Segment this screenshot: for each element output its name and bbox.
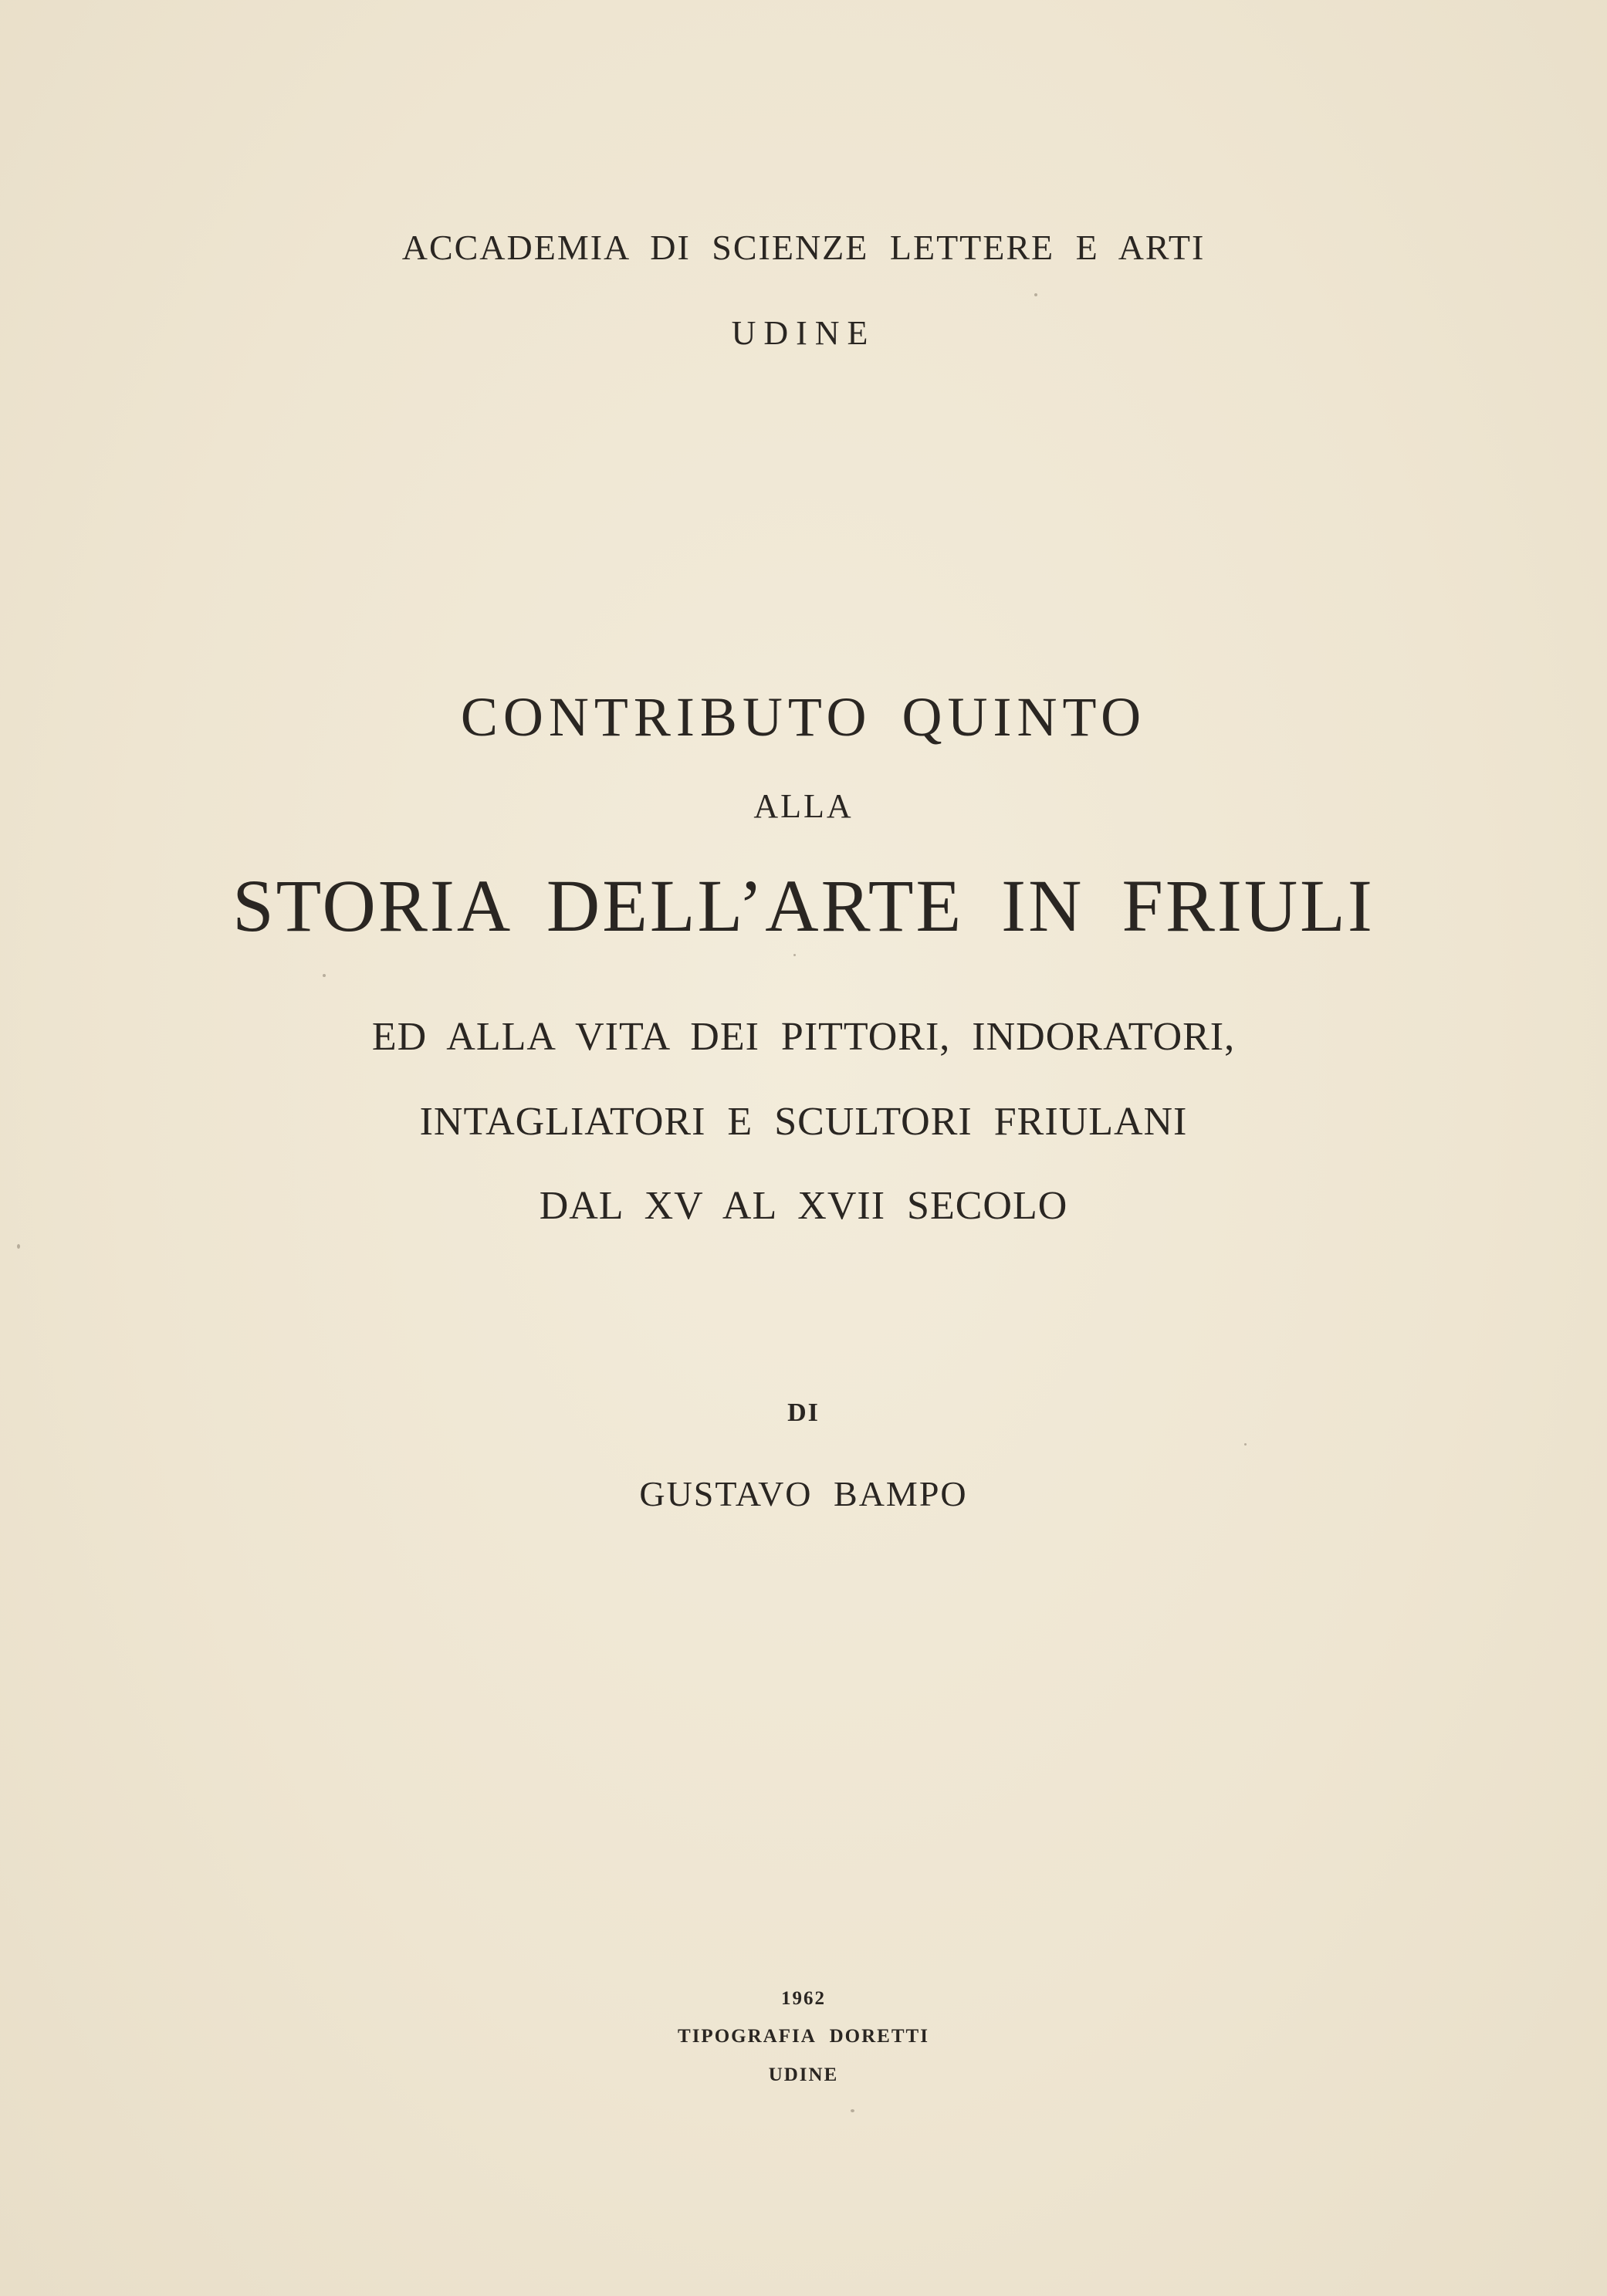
paper-speck [851, 2109, 854, 2112]
paper-speck [1244, 1443, 1247, 1446]
imprint-city: UDINE [768, 2064, 839, 2085]
author-name: GUSTAVO BAMPO [639, 1474, 968, 1513]
imprint-printer: TIPOGRAFIA DORETTI [678, 2026, 929, 2047]
paper-speck [323, 974, 326, 977]
imprint-year: 1962 [781, 1988, 826, 2009]
paper-speck [17, 1244, 20, 1249]
academy-city: UDINE [731, 314, 876, 352]
subtitle-line-3: DAL XV AL XVII SECOLO [539, 1184, 1068, 1228]
main-title: STORIA DELL’ARTE IN FRIULI [232, 864, 1375, 947]
subtitle-line-1: ED ALLA VITA DEI PITTORI, INDORATORI, [371, 1015, 1236, 1059]
author-preposition: DI [787, 1398, 820, 1427]
subtitle-line-2: INTAGLIATORI E SCULTORI FRIULANI [419, 1100, 1188, 1144]
academy-name: ACCADEMIA DI SCIENZE LETTERE E ARTI [401, 228, 1206, 267]
title-line-2: ALLA [753, 787, 854, 825]
paper-speck [793, 954, 796, 956]
title-line-1: CONTRIBUTO QUINTO [460, 686, 1147, 748]
paper-speck [1034, 293, 1037, 296]
